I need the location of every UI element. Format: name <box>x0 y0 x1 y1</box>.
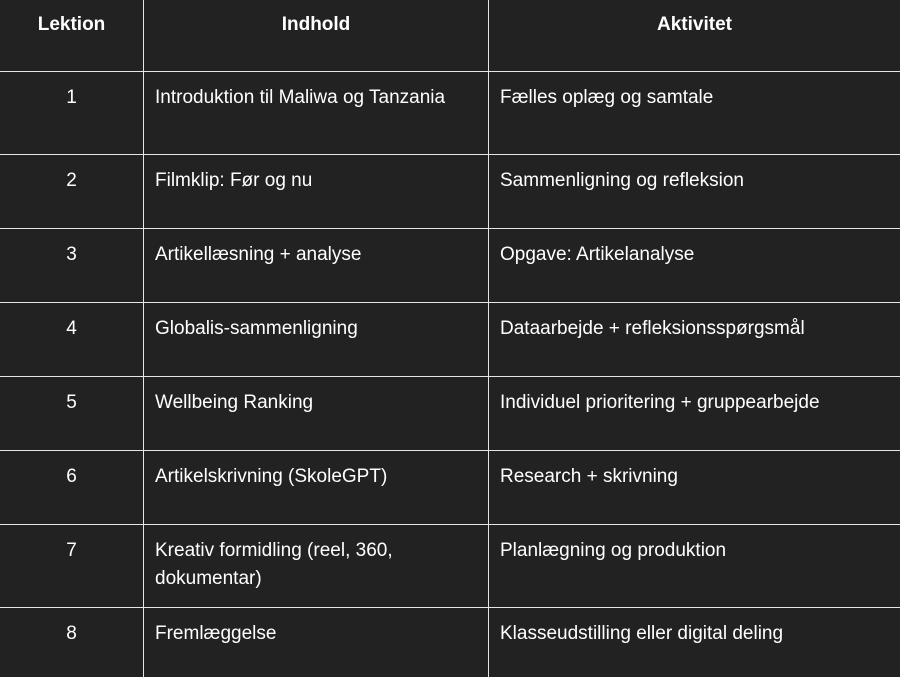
table-header-row <box>0 0 900 72</box>
table-row <box>0 303 900 377</box>
cell-indhold: Globalis-sammenligning <box>144 303 489 377</box>
table-row <box>0 155 900 229</box>
cell-aktivitet: Dataarbejde + refleksionsspørgsmål <box>489 303 900 377</box>
cell-indhold: Wellbeing Ranking <box>144 377 489 451</box>
cell-aktivitet: Klasseudstilling eller digital deling <box>489 608 900 677</box>
cell-aktivitet: Individuel prioritering + gruppearbejde <box>489 377 900 451</box>
table-row <box>0 377 900 451</box>
cell-aktivitet: Research + skrivning <box>489 451 900 525</box>
cell-lektion: 1 <box>0 72 144 155</box>
table-row <box>0 525 900 608</box>
cell-indhold: Artikellæsning + analyse <box>144 229 489 303</box>
header-indhold: Indhold <box>144 0 489 72</box>
cell-aktivitet: Fælles oplæg og samtale <box>489 72 900 155</box>
cell-lektion: 5 <box>0 377 144 451</box>
cell-indhold: Fremlæggelse <box>144 608 489 677</box>
table-row <box>0 229 900 303</box>
header-aktivitet: Aktivitet <box>489 0 900 72</box>
cell-lektion: 4 <box>0 303 144 377</box>
cell-lektion: 2 <box>0 155 144 229</box>
cell-aktivitet: Opgave: Artikelanalyse <box>489 229 900 303</box>
cell-lektion: 6 <box>0 451 144 525</box>
table-row <box>0 608 900 677</box>
cell-aktivitet: Planlægning og produktion <box>489 525 900 608</box>
cell-indhold: Kreativ formidling (reel, 360, dokumentar) <box>144 525 489 608</box>
cell-indhold: Introduktion til Maliwa og Tanzania <box>144 72 489 155</box>
cell-lektion: 8 <box>0 608 144 677</box>
table-row <box>0 451 900 525</box>
cell-lektion: 7 <box>0 525 144 608</box>
cell-aktivitet: Sammenligning og refleksion <box>489 155 900 229</box>
header-lektion: Lektion <box>0 0 144 72</box>
table-row <box>0 72 900 155</box>
cell-lektion: 3 <box>0 229 144 303</box>
cell-indhold: Filmklip: Før og nu <box>144 155 489 229</box>
cell-indhold: Artikelskrivning (SkoleGPT) <box>144 451 489 525</box>
